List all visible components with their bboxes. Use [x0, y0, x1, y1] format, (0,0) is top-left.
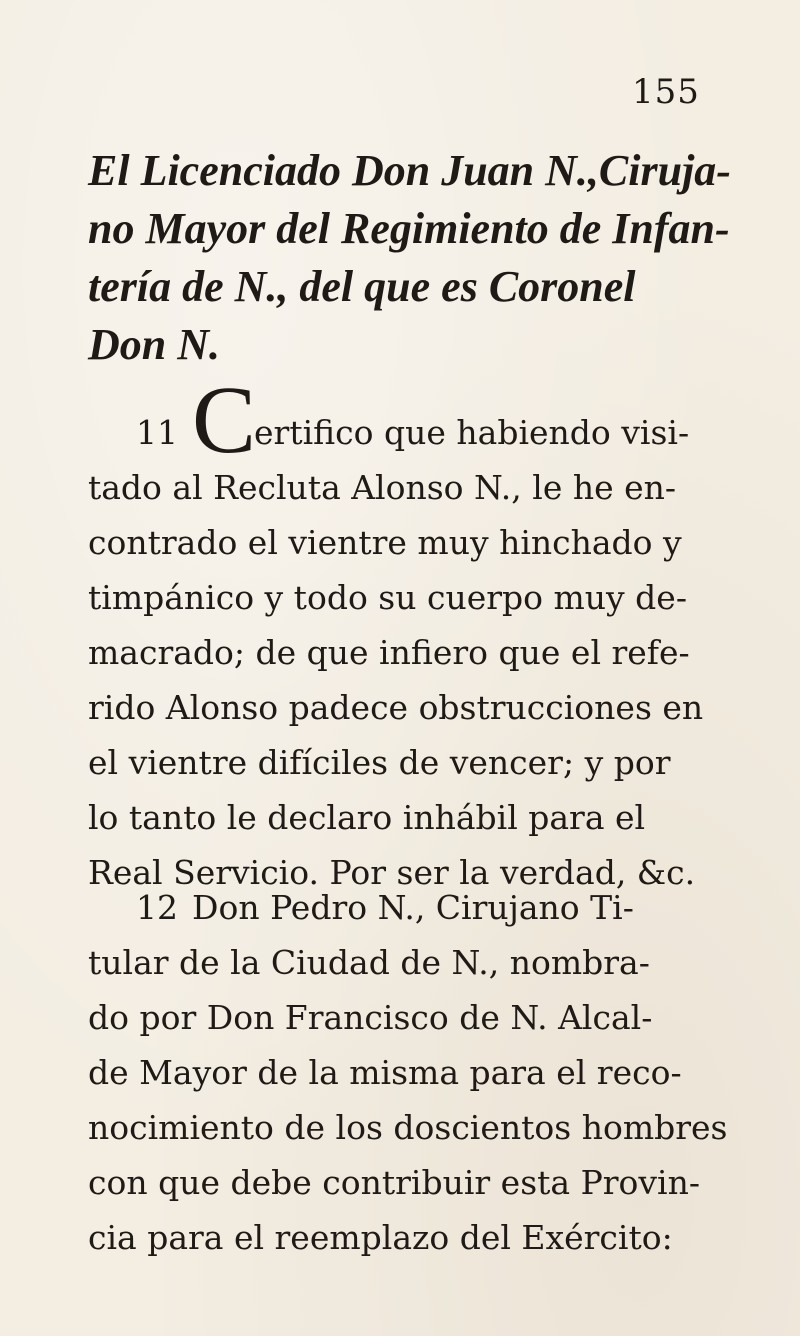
drop-cap-letter: C — [192, 366, 257, 473]
entry-line: nocimiento de los doscientos hombres — [88, 1108, 728, 1147]
entry-line: el vientre difíciles de vencer; y por — [88, 743, 671, 782]
entry-line: lo tanto le declaro inhábil para el — [88, 798, 646, 837]
heading-line: no Mayor del Regimiento de Infan- — [88, 204, 730, 253]
entry-line: rido Alonso padece obstrucciones en — [88, 688, 704, 727]
entry-12-paragraph — [88, 880, 738, 1265]
section-heading — [88, 142, 731, 374]
entry-first-line — [88, 366, 738, 473]
entry-line: Real Servicio. Por ser la verdad, &c. — [88, 853, 696, 892]
entry-number: 12 — [136, 888, 178, 927]
entry-first-line-text: Don Pedro N., Cirujano Ti- — [192, 888, 634, 927]
page-number: 155 — [632, 72, 700, 112]
entry-line: timpánico y todo su cuerpo muy de- — [88, 578, 687, 617]
entry-line: con que debe contribuir esta Provin- — [88, 1163, 701, 1202]
entry-line: tular de la Ciudad de N., nombra- — [88, 943, 650, 982]
heading-line: Don N. — [88, 320, 221, 369]
entry-number: 11 — [136, 413, 178, 452]
entry-line: tado al Recluta Alonso N., le he en- — [88, 468, 677, 507]
entry-first-line — [88, 880, 738, 935]
entry-11-paragraph — [88, 366, 738, 900]
entry-line: cia para el reemplazo del Exército: — [88, 1218, 673, 1257]
entry-first-line-text: ertifico que habiendo visi- — [254, 413, 690, 452]
entry-line: do por Don Francisco de N. Alcal- — [88, 998, 653, 1037]
entry-line: macrado; de que infiero que el refe- — [88, 633, 690, 672]
entry-line: contrado el vientre muy hinchado y — [88, 523, 682, 562]
entry-line: de Mayor de la misma para el reco- — [88, 1053, 682, 1092]
heading-line: tería de N., del que es Coronel — [88, 262, 636, 311]
heading-line: El Licenciado Don Juan N.,Ciruja- — [88, 146, 731, 195]
